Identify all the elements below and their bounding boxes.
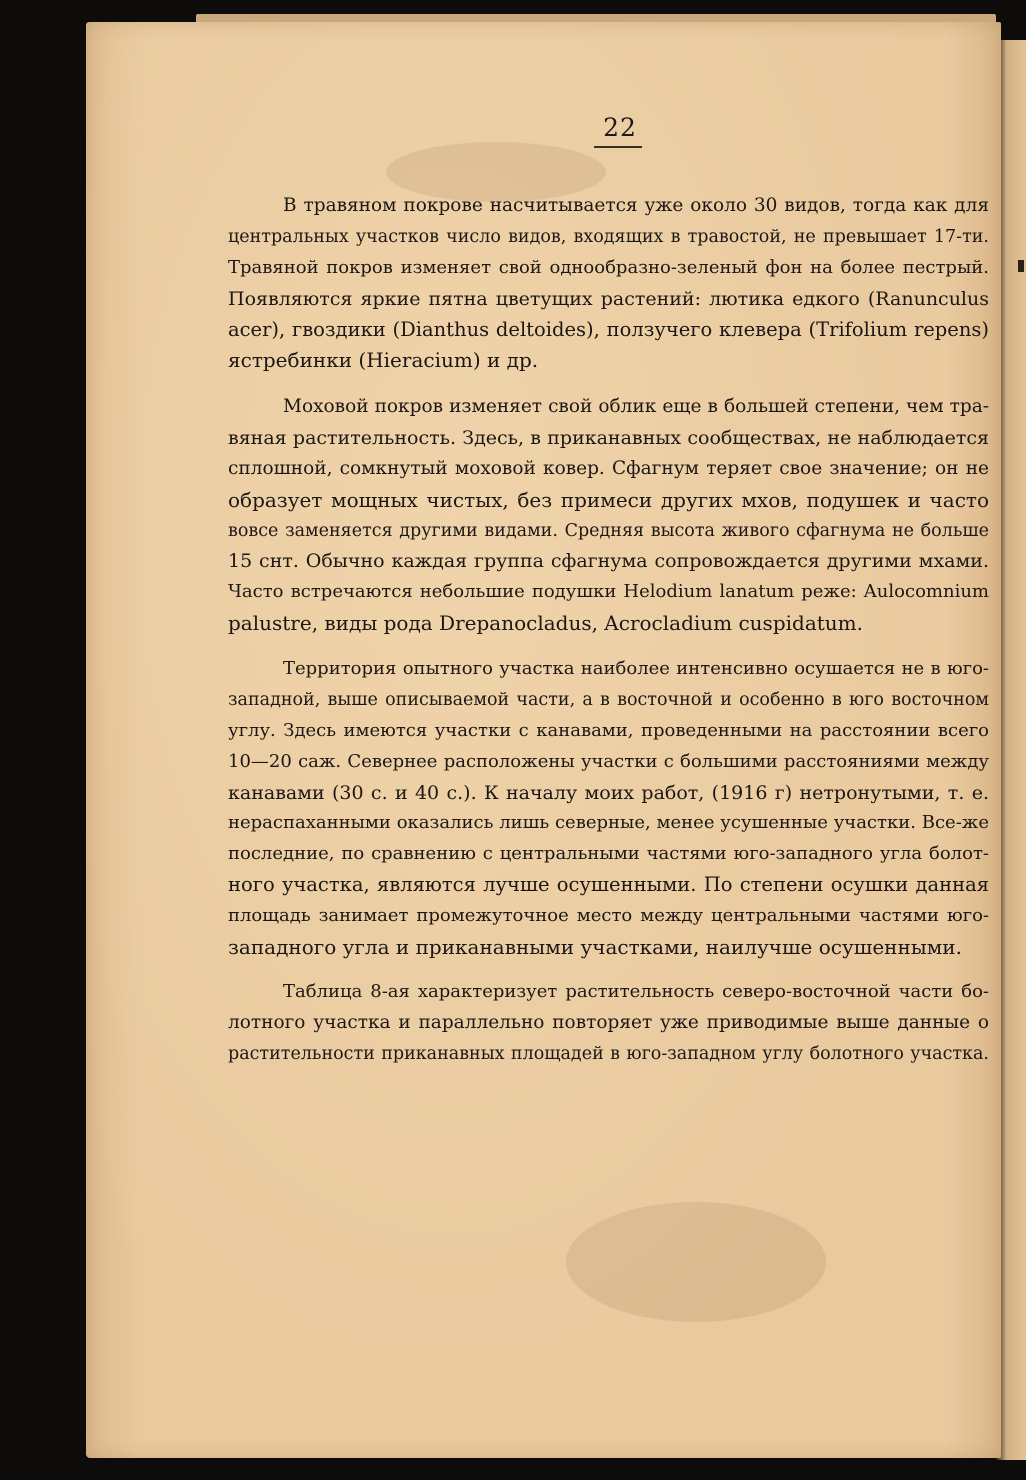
paragraph-moss-cover: [228, 392, 989, 639]
text-line: Моховой покров изменяет свой облик еще в большей степени, чем тра-: [283, 396, 989, 417]
paragraph-territory: [228, 654, 989, 963]
text-line: вовсе заменяется другими видами. Средняя высота живого сфагнума не больше: [228, 520, 989, 541]
text-line: 15 снт. Обычно каждая группа сфагнума сопровождается другими мхами.: [228, 550, 989, 573]
text-line: ястребинки (Hieracium) и др.: [228, 348, 539, 373]
text-line: Часто встречаются небольшие подушки Helodium lanatum реже: Aulocomnium: [228, 581, 989, 603]
text-line: сплошной, сомкнутый моховой ковер. Сфагнум теряет свое значение; он не: [228, 457, 989, 479]
text-line: нераспаханными оказались лишь северные, менее усушенные участки. Все-же: [228, 812, 989, 834]
text-line: В травяном покрове насчитывается уже около 30 видов, тогда как для: [283, 195, 989, 216]
paragraph-table-reference: [228, 977, 989, 1070]
text-line: площадь занимает промежуточное место между центральными частями юго-: [228, 905, 989, 927]
text-line: западного угла и приканавными участками, наилучше осушенными.: [228, 935, 962, 960]
text-line: Таблица 8-ая характеризует растительность северо-восточной части бо-: [283, 981, 989, 1002]
page-number-rule: [594, 146, 642, 148]
text-line: Травяной покров изменяет свой однообразно-зеленый фон на более пестрый.: [228, 256, 989, 278]
text-line: palustre, виды рода Drepanocladus, Acrocladium cuspidatum.: [228, 611, 863, 636]
text-line: последние, по сравнению с центральными частями юго-западного угла болот-: [228, 843, 989, 865]
text-line: Появляются яркие пятна цветущих растений: лютика едкого (Ranunculus: [228, 287, 989, 310]
text-line: 10—20 саж. Севернее расположены участки с большими расстояниями между: [228, 750, 989, 772]
text-line: центральных участков число видов, входящих в травостой, не превышает 17-ти.: [228, 226, 989, 247]
text-line: acer), гвоздики (Dianthus deltoides), ползучего клевера (Trifolium repens): [228, 317, 989, 341]
text-line: углу. Здесь имеются участки с канавами, проведенными на расстоянии всего: [228, 719, 989, 741]
text-line: западной, выше описываемой части, а в восточной и особенно в юго восточном: [228, 689, 989, 710]
text-line: канавами (30 с. и 40 с.). К началу моих работ, (1916 г) нетронутыми, т. е.: [228, 781, 989, 804]
page-number: 22: [603, 113, 637, 142]
paper-stain: [566, 1202, 826, 1322]
text-line: Территория опытного участка наиболее интенсивно осушается не в юго-: [283, 658, 989, 679]
paragraph-grass-cover: [228, 191, 989, 376]
text-line: ного участка, являются лучше осушенными. По степени осушки данная: [228, 873, 989, 897]
text-line: вяная растительность. Здесь, в приканавных сообществах, не наблюдается: [228, 426, 989, 449]
text-line: лотного участка и параллельно повторяет уже приводимые выше данные о: [228, 1011, 989, 1033]
text-line: образует мощных чистых, без примеси других мхов, подушек и часто: [228, 487, 989, 512]
text-line: растительности приканавных площадей в юго-западном углу болотного участка.: [228, 1043, 989, 1064]
